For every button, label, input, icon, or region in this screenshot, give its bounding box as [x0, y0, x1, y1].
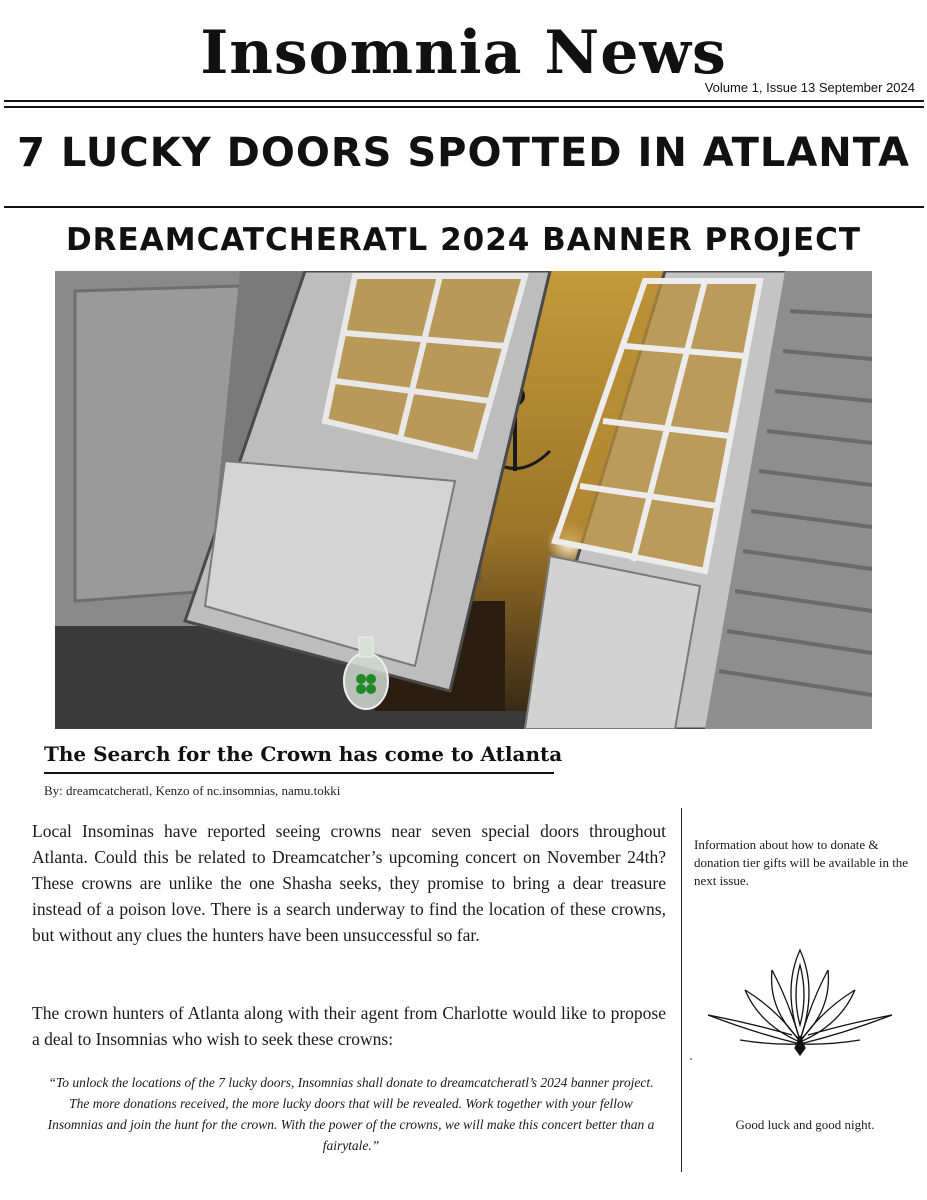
- issue-info: Volume 1, Issue 13 September 2024: [704, 80, 915, 95]
- masthead-title-wrap: [0, 18, 927, 88]
- pull-quote: “To unlock the locations of the 7 lucky doors, Insomnias shall donate to dreamcatcheratl’s 2024 banner project. The more donations received, the more lucky doors that will be revealed. Work together with your fellow Insomnias and join the hunt for the crown. With the power of the crowns, we will make this concert better than a fairytale.”: [47, 1075, 655, 1153]
- divider: [4, 106, 924, 108]
- headline: 7 LUCKY DOORS SPOTTED IN ATLANTA: [17, 130, 910, 176]
- article-title: The Search for the Crown has come to Atlanta: [44, 742, 563, 766]
- subheadline: DREAMCATCHERATL 2024 BANNER PROJECT: [65, 222, 862, 258]
- masthead-title: Insomnia News: [200, 18, 727, 88]
- divider: [4, 206, 924, 208]
- byline: By: dreamcatcheratl, Kenzo of nc.insomnias, namu.tokki: [44, 783, 341, 798]
- donation-info: Information about how to donate & donation tier gifts will be available in the next issue.: [694, 837, 909, 888]
- crown-icon: [700, 945, 900, 1060]
- article-paragraph: The crown hunters of Atlanta along with their agent from Charlotte would like to propose a deal to Insomnias who wish to seek these crowns:: [32, 1003, 666, 1049]
- mark: [690, 1058, 692, 1060]
- article-paragraph: Local Insominas have reported seeing crowns near seven special doors throughout Atlanta. Could this be related to Dreamcatcher’s upcoming concert on November 24th? These crowns are unlike the one Shasha seeks, they promise to bring a dear treasure instead of a poison love. There is a search underway to find the location of these crowns, but without any clues the hunters have been unsuccessful so far.: [32, 821, 666, 945]
- lead-photo: [55, 271, 872, 729]
- signoff: Good luck and good night.: [735, 1117, 875, 1132]
- divider: [4, 100, 924, 102]
- column-divider: [681, 808, 682, 1172]
- title-underline: [44, 772, 554, 774]
